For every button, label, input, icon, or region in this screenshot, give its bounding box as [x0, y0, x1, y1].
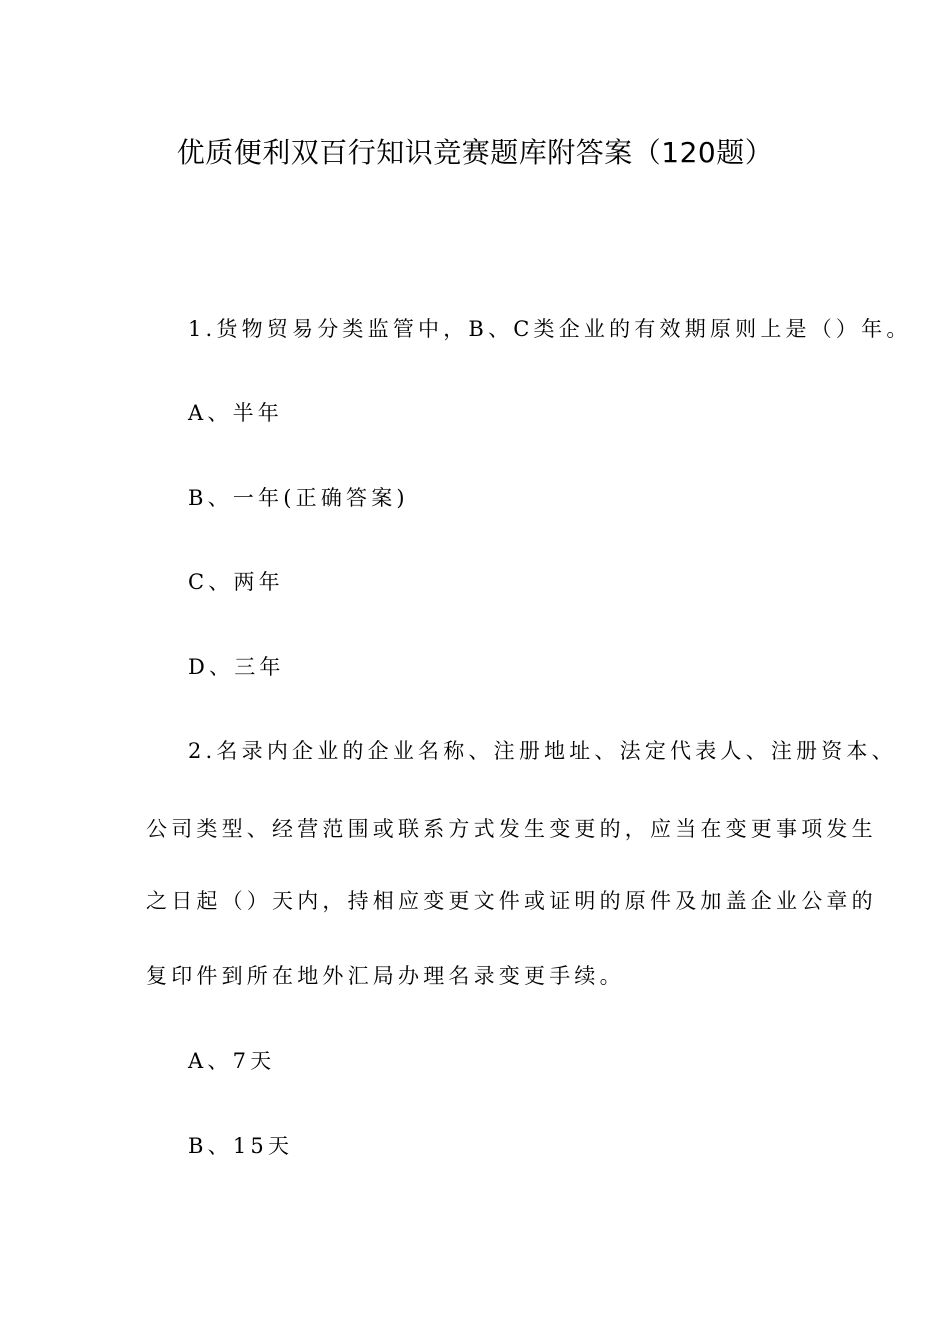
answer-option-b: B、15天: [188, 1134, 294, 1158]
question-stem-line: 2.名录内企业的企业名称、注册地址、法定代表人、注册资本、: [188, 739, 897, 763]
answer-option-b: B、一年(正确答案): [188, 486, 409, 510]
answer-option-d: D、三年: [188, 655, 285, 679]
question-stem-line: 复印件到所在地外汇局办理名录变更手续。: [146, 964, 625, 988]
question-stem-line: 之日起（）天内，持相应变更文件或证明的原件及加盖企业公章的: [146, 889, 877, 913]
answer-option-c: C、两年: [188, 570, 284, 594]
question-stem-line: 1.货物贸易分类监管中，B、C类企业的有效期原则上是（）年。: [188, 317, 912, 341]
answer-option-a: A、7天: [188, 1049, 276, 1073]
document-title: 优质便利双百行知识竞赛题库附答案（120题）: [176, 136, 774, 169]
question-stem-line: 公司类型、经营范围或联系方式发生变更的，应当在变更事项发生: [146, 817, 877, 841]
answer-option-a: A、半年: [188, 401, 283, 425]
